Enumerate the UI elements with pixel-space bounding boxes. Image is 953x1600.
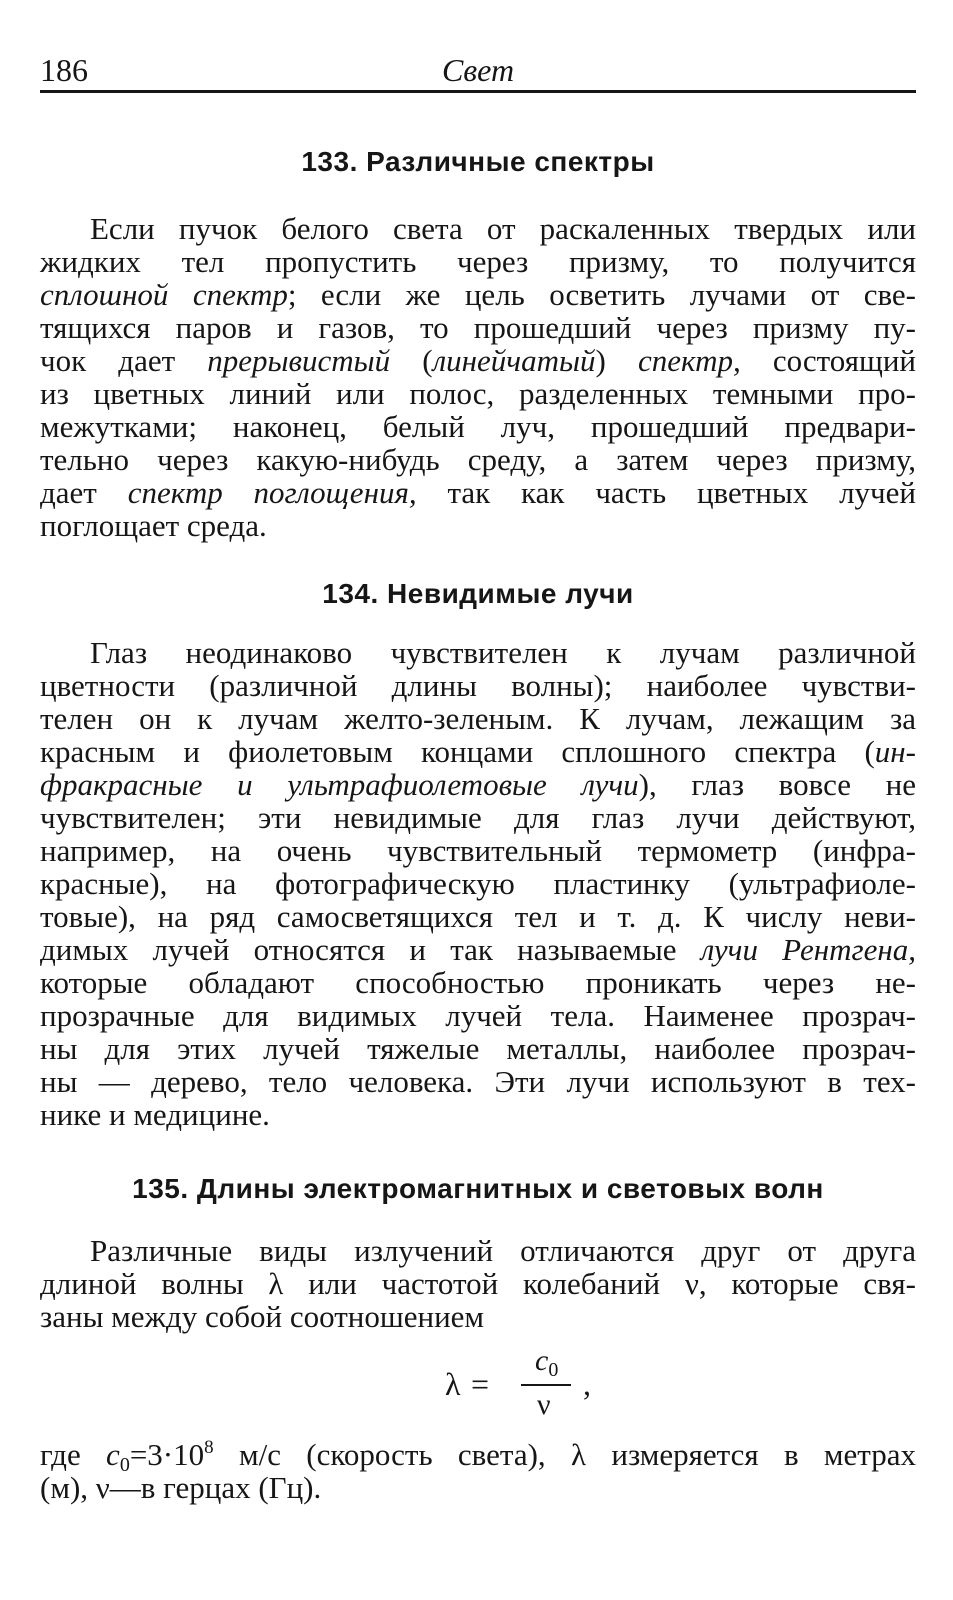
italic-term: сплошной спектр (40, 277, 288, 312)
italic-term: линейчатый (432, 343, 596, 378)
italic-term: прерывистый (207, 343, 391, 378)
italic-term: спектр, (637, 343, 741, 378)
text-run: Различные виды излучений отличаются друг от друга (90, 1233, 916, 1268)
running-head (40, 52, 916, 92)
section-133-line (40, 377, 916, 410)
text-run: ; если же цель осветить лучами от све- (287, 277, 916, 312)
text-run: тящихся паров и газов, то прошедший через призму пу- (40, 310, 916, 345)
formula-explanation (40, 1438, 916, 1504)
section-133-paragraph (40, 212, 916, 542)
formula-fraction-bar (521, 1384, 571, 1386)
text-run: ( (390, 343, 433, 378)
formula-numerator-c: c (535, 1344, 549, 1377)
section-135-line (40, 1267, 916, 1300)
text-run: ), глаз вовсе не (638, 767, 916, 802)
text-run: красные), на фотографическую пластинку (ультрафиоле- (40, 866, 916, 901)
section-133-line (40, 344, 916, 377)
text-run: например, на очень чувствительный термометр (инфра- (40, 833, 916, 868)
text-run: ны для этих лучей тяжелые металлы, наиболее прозрач- (40, 1031, 916, 1066)
section-134-line (40, 1032, 916, 1065)
formula-numerator (535, 1344, 559, 1381)
section-134-line (40, 966, 916, 999)
section-133-heading: 133. Различные спектры (301, 146, 655, 177)
text-run: тельно через какую-нибудь среду, а затем через призму, (40, 442, 916, 477)
section-133-line (40, 410, 916, 443)
text-run: так как часть цветных лучей (416, 475, 916, 510)
text-run: состоящий (740, 343, 917, 378)
italic-term: c (106, 1437, 120, 1472)
text-run: из цветных линий или полос, разделенных темными про- (40, 376, 916, 411)
section-133-line (40, 509, 916, 542)
superscript: 8 (204, 1437, 214, 1458)
explanation-line (40, 1471, 916, 1504)
page-number: 186 (40, 52, 88, 88)
section-134-line (40, 900, 916, 933)
text-run: Глаз неодинаково чувствителен к лучам различной (90, 635, 916, 670)
text-run: чувствителен; эти невидимые для глаз лучи действуют, (40, 800, 916, 835)
italic-term: лучи Рентгена, (700, 932, 917, 967)
section-134-line (40, 636, 916, 669)
section-133-line (40, 278, 916, 311)
text-run: димых лучей относятся и так называемые (40, 932, 701, 967)
italic-term: спектр поглощения, (127, 475, 417, 510)
section-133-line (40, 476, 916, 509)
section-133-line (40, 245, 916, 278)
section-135-line (40, 1234, 916, 1267)
text-run: нике и медицине. (40, 1097, 270, 1132)
section-134-line (40, 834, 916, 867)
section-134-line (40, 933, 916, 966)
section-134-line (40, 702, 916, 735)
text-run: заны между собой соотношением (40, 1299, 485, 1334)
text-run: длиной волны λ или частотой колебаний ν, которые свя- (40, 1266, 916, 1301)
section-133-line (40, 443, 916, 476)
text-run: межутками; наконец, белый луч, прошедший предвари- (40, 409, 916, 444)
section-134-heading: 134. Невидимые лучи (322, 578, 634, 609)
text-run: товые), на ряд самосветящихся тел и т. д. К числу неви- (40, 899, 916, 934)
header-rule (40, 90, 916, 93)
text-run: телен он к лучам желто-зеленым. К лучам, лежащим за (40, 701, 916, 736)
text-run: которые обладают способностью проникать через не- (40, 965, 916, 1000)
text-run: ны — дерево, тело человека. Эти лучи используют в тех- (40, 1064, 916, 1099)
text-run: прозрачные для видимых лучей тела. Наименее прозрач- (40, 998, 916, 1033)
text-run: красным и фиолетовым концами сплошного спектра ( (40, 734, 875, 769)
explanation-line (40, 1437, 916, 1476)
section-134-line (40, 801, 916, 834)
text-run: (м), ν—в герцах (Гц). (40, 1470, 322, 1505)
formula-numerator-subscript: 0 (548, 1359, 559, 1381)
section-134-line (40, 669, 916, 702)
section-133-line (40, 212, 916, 245)
text-run: где (40, 1437, 107, 1472)
wavelength-formula (445, 1342, 605, 1432)
section-134-line (40, 1098, 916, 1131)
text-run: =3·10 (129, 1437, 205, 1472)
running-title: Свет (441, 52, 515, 88)
formula-comma: , (583, 1366, 591, 1402)
text-run: м/с (скорость света), λ измеряется в метрах (213, 1437, 916, 1472)
subscript: 0 (119, 1454, 130, 1476)
formula-denominator: ν (537, 1388, 551, 1421)
section-134-line (40, 1065, 916, 1098)
text-run: Если пучок белого света от раскаленных твердых или (90, 211, 916, 246)
text-run: ) (595, 343, 638, 378)
text-run: дает (40, 475, 128, 510)
formula-equals: = (471, 1366, 490, 1402)
formula-lambda: λ (445, 1366, 461, 1402)
section-134-line (40, 735, 916, 768)
text-run: цветности (различной длины волны); наиболее чувстви- (40, 668, 916, 703)
section-134-line (40, 999, 916, 1032)
italic-term: фракрасные и ультрафиолетовые лучи (40, 767, 639, 802)
text-run: чок дает (40, 343, 208, 378)
section-135-line (40, 1300, 916, 1333)
italic-term: ин- (874, 734, 916, 769)
section-135-paragraph (40, 1234, 916, 1333)
section-134-line (40, 768, 916, 801)
text-run: жидких тел пропустить через призму, то получится (40, 244, 916, 279)
section-134-paragraph (40, 636, 916, 1131)
text-run: поглощает среда. (40, 508, 267, 543)
section-133-line (40, 311, 916, 344)
section-135-heading: 135. Длины электромагнитных и световых волн (132, 1173, 824, 1204)
section-134-line (40, 867, 916, 900)
